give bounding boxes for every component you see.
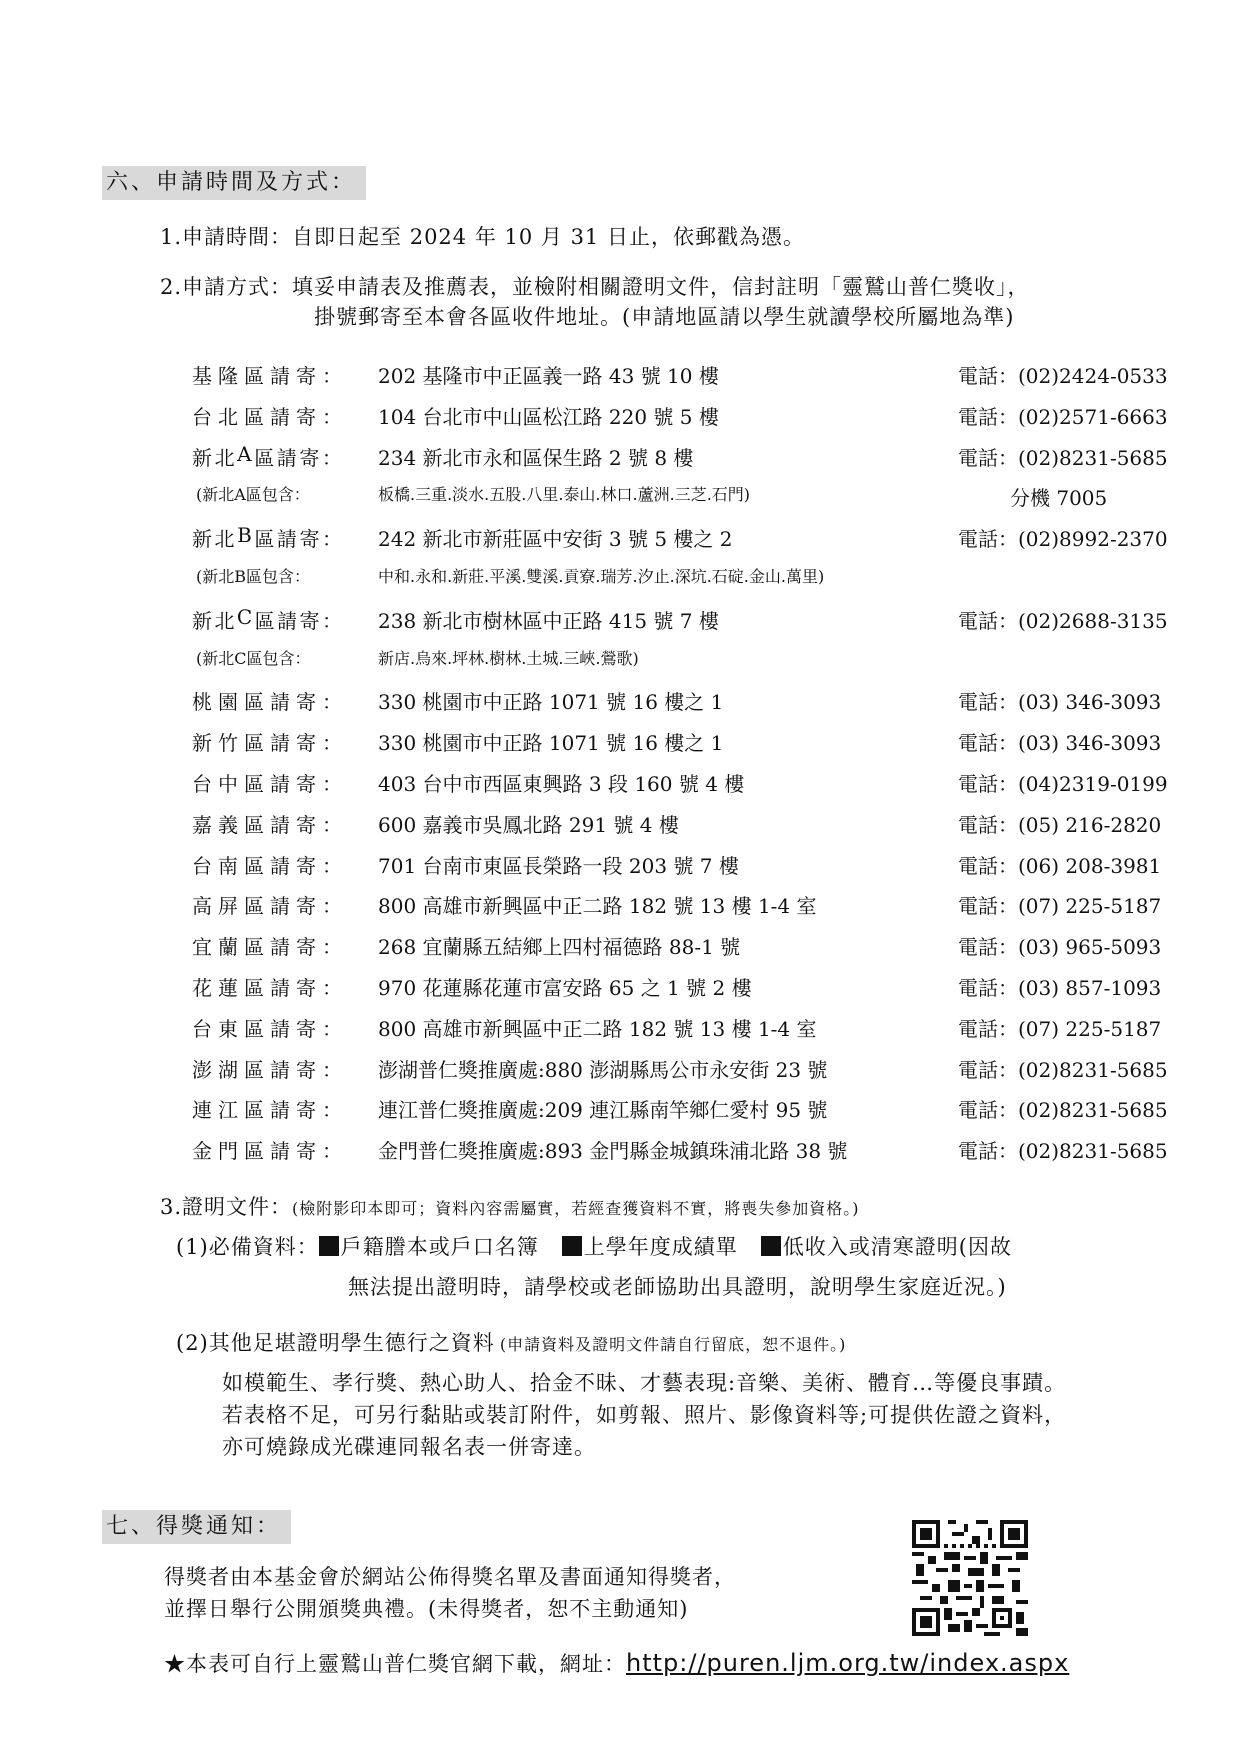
- phone-text: 電話：(05) 216-2820: [958, 812, 1162, 837]
- phone-text: 電話：(02)8231-5685: [958, 1057, 1168, 1082]
- phone-text: 電話：(02)2424-0533: [958, 364, 1168, 388]
- address-row: [0, 890, 1240, 926]
- address-text: 600 嘉義市吳鳳北路 291 號 4 樓: [378, 812, 679, 837]
- address-row: [0, 768, 1240, 804]
- address-row: [0, 1013, 1240, 1049]
- other-docs-line1: 如模範生、孝行獎、熱心助人、拾金不昧、才藝表現:音樂、美術、體育…等優良事蹟。: [222, 1371, 1067, 1395]
- region-label: 基 隆 區 請 寄 ：: [192, 364, 342, 388]
- address-row: [0, 1054, 1240, 1090]
- apply-method-line1: 2.申請方式：填妥申請表及推薦表，並檢附相關證明文件，信封註明「靈鷲山普仁獎收」，: [160, 275, 1030, 299]
- region-label: 桃 園 區 請 寄 ：: [192, 690, 342, 715]
- address-text: 268 宜蘭縣五結鄉上四村福德路 88-1 號: [378, 935, 741, 960]
- phone-text: 電話：(03) 346-3093: [958, 731, 1162, 756]
- address-text: 800 高雄市新興區中正二路 182 號 13 樓 1-4 室: [378, 894, 817, 919]
- address-text: 中和.永和.新莊.平溪.雙溪.貢寮.瑞芳.汐止.深坑.石碇.金山.萬里): [378, 567, 825, 586]
- address-text: 板橋.三重.淡水.五股.八里.泰山.林口.蘆洲.三芝.石門): [378, 485, 751, 505]
- section7-heading: 七、得獎通知：: [102, 1510, 291, 1544]
- address-row: [0, 1094, 1240, 1130]
- region-label: 新 竹 區 請 寄 ：: [192, 731, 342, 756]
- other-docs-label: (2)其他足堪證明學生德行之資料: [176, 1331, 495, 1355]
- address-text: 800 高雄市新興區中正二路 182 號 13 樓 1-4 室: [378, 1016, 817, 1041]
- proof-documents-note: (檢附影印本即可；資料內容需屬實，若經查獲資料不實，將喪失參加資格。): [292, 1199, 860, 1218]
- other-docs-line3: 亦可燒錄成光碟連同報名表一併寄達。: [222, 1435, 596, 1459]
- region-label: 台 南 區 請 寄 ：: [192, 853, 342, 878]
- address-text: 242 新北市新莊區中安街 3 號 5 樓之 2: [378, 527, 733, 552]
- phone-text: 電話：(07) 225-5187: [958, 1016, 1162, 1041]
- phone-text: 電話：(02)8231-5685: [958, 1139, 1168, 1164]
- address-row: [0, 1135, 1240, 1171]
- phone-text: 電話：(02)2688-3135: [958, 608, 1168, 633]
- phone-text: 電話：(03) 346-3093: [958, 690, 1162, 715]
- address-row: [0, 442, 1240, 478]
- region-label: (新北A區包含：: [196, 485, 310, 505]
- address-text: 330 桃園市中正路 1071 號 16 樓之 1: [378, 690, 724, 715]
- proof-documents-title-row: [160, 1192, 860, 1222]
- address-row: [0, 401, 1240, 437]
- address-row: [0, 727, 1240, 763]
- phone-text: 電話：(02)8231-5685: [958, 1098, 1168, 1123]
- apply-time: 1.申請時間：自即日起至 2024 年 10 月 31 日止，依郵戳為憑。: [160, 225, 805, 249]
- required-docs-line2: 無法提出證明時，請學校或老師協助出具證明，說明學生家庭近況。): [348, 1275, 1007, 1299]
- phone-text: 電話：(03) 965-5093: [958, 935, 1162, 960]
- required-docs-label: (1)必備資料：: [176, 1235, 319, 1259]
- region-label: 台 中 區 請 寄 ：: [192, 772, 342, 796]
- region-label: 嘉 義 區 請 寄 ：: [192, 812, 342, 837]
- footer-text: 本表可自行上靈鷲山普仁獎官網下載，網址：: [186, 1652, 626, 1676]
- address-text: 330 桃園市中正路 1071 號 16 樓之 1: [378, 731, 724, 756]
- region-label: 台 北 區 請 寄 ：: [192, 404, 342, 429]
- apply-method-line2: 掛號郵寄至本會各區收件地址。(申請地區請以學生就讀學校所屬地為準): [314, 305, 1015, 329]
- address-row: [0, 809, 1240, 845]
- address-text: 新店.烏來.坪林.樹林.土城.三峽.鶯歌): [378, 648, 639, 668]
- address-coverage-row: [0, 482, 1240, 518]
- required-doc-household: 戶籍謄本或戶口名簿: [340, 1235, 539, 1259]
- region-label: 新 北 A 區 請 寄 ：: [192, 441, 342, 470]
- phone-text: 電話：(07) 225-5187: [958, 894, 1162, 919]
- phone-text: 電話：(02)2571-6663: [958, 404, 1168, 429]
- section6-heading: 六、申請時間及方式：: [102, 166, 366, 200]
- phone-text: 電話：(02)8231-5685: [958, 445, 1168, 470]
- region-label: 新 北 B 區 請 寄 ：: [192, 523, 342, 552]
- qr-code-icon: [912, 1520, 1028, 1636]
- other-docs-row: [176, 1328, 846, 1358]
- phone-text: 分機 7005: [1010, 486, 1108, 511]
- address-coverage-row: [0, 646, 1240, 682]
- region-label: 高 屏 區 請 寄 ：: [192, 894, 342, 919]
- region-label: 新 北 C 區 請 寄 ：: [192, 604, 342, 633]
- region-label: (新北B區包含：: [196, 567, 311, 586]
- checkbox-square-icon: [761, 1236, 781, 1256]
- checkbox-square-icon: [562, 1236, 582, 1256]
- address-row: [0, 972, 1240, 1008]
- address-row: [0, 360, 1240, 396]
- footer-download-note: [164, 1648, 1069, 1679]
- phone-text: 電話：(03) 857-1093: [958, 976, 1162, 1000]
- other-docs-line2: 若表格不足，可另行黏貼或裝訂附件，如剪報、照片、影像資料等;可提供佐證之資料，: [222, 1403, 1067, 1427]
- region-label: 連 江 區 請 寄 ：: [192, 1098, 342, 1123]
- checkbox-square-icon: [319, 1236, 339, 1256]
- address-text: 連江普仁獎推廣處:209 連江縣南竿鄉仁愛村 95 號: [378, 1098, 828, 1123]
- address-text: 403 台中市西區東興路 3 段 160 號 4 樓: [378, 772, 745, 796]
- required-doc-lowincome: 低收入或清寒證明(因故: [782, 1235, 1013, 1259]
- address-text: 238 新北市樹林區中正路 415 號 7 樓: [378, 608, 719, 633]
- phone-text: 電話：(02)8992-2370: [958, 527, 1168, 552]
- address-row: [0, 850, 1240, 886]
- region-label: 宜 蘭 區 請 寄 ：: [192, 935, 342, 960]
- proof-documents-title: 3.證明文件：: [160, 1195, 293, 1219]
- address-row: [0, 931, 1240, 967]
- address-text: 234 新北市永和區保生路 2 號 8 樓: [378, 445, 694, 470]
- address-text: 金門普仁獎推廣處:893 金門縣金城鎮珠浦北路 38 號: [378, 1139, 848, 1164]
- region-label: (新北C區包含：: [196, 648, 311, 668]
- award-notice-line2: 並擇日舉行公開頒獎典禮。(未得獎者，恕不主動通知): [164, 1597, 689, 1621]
- address-text: 970 花蓮縣花蓮市富安路 65 之 1 號 2 樓: [378, 976, 752, 1000]
- phone-text: 電話：(06) 208-3981: [958, 853, 1162, 878]
- address-text: 104 台北市中山區松江路 220 號 5 樓: [378, 404, 719, 429]
- required-doc-transcript: 上學年度成績單: [583, 1235, 738, 1259]
- address-coverage-row: [0, 564, 1240, 600]
- region-label: 金 門 區 請 寄 ：: [192, 1139, 342, 1164]
- address-row: [0, 523, 1240, 559]
- other-docs-note: (申請資料及證明文件請自行留底，恕不退件。): [499, 1335, 847, 1354]
- address-text: 澎湖普仁獎推廣處:880 澎湖縣馬公市永安街 23 號: [378, 1057, 828, 1082]
- address-text: 701 台南市東區長榮路一段 203 號 7 樓: [378, 853, 739, 878]
- region-label: 花 蓮 區 請 寄 ：: [192, 976, 342, 1000]
- phone-text: 電話：(04)2319-0199: [958, 772, 1168, 796]
- award-notice-line1: 得獎者由本基金會於網站公佈得獎名單及書面通知得獎者，: [164, 1565, 736, 1589]
- region-label: 澎 湖 區 請 寄 ：: [192, 1057, 342, 1082]
- website-link[interactable]: http://puren.ljm.org.tw/index.aspx: [626, 1649, 1070, 1677]
- required-docs-row: [176, 1232, 1012, 1262]
- address-row: [0, 686, 1240, 722]
- address-row: [0, 605, 1240, 641]
- region-label: 台 東 區 請 寄 ：: [192, 1016, 342, 1041]
- star-icon: ★: [164, 1652, 186, 1676]
- address-text: 202 基隆市中正區義一路 43 號 10 樓: [378, 364, 719, 388]
